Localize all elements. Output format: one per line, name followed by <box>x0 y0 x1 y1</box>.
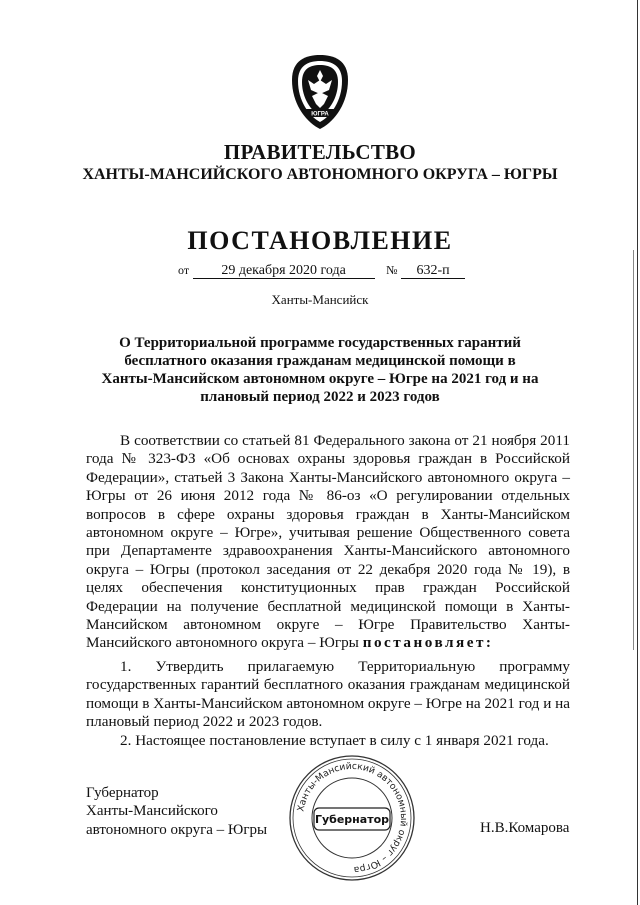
document-date: 29 декабря 2020 года <box>193 263 375 279</box>
official-seal <box>286 752 418 884</box>
seal-ring-path: Ханты-Мансийский автономный округ – Югра <box>295 760 410 876</box>
city: Ханты-Мансийск <box>271 292 369 307</box>
coat-of-arms-emblem <box>288 52 352 132</box>
document-title: О Территориальной программе государственных гарантий бесплатного оказания гражданам медицинской помощи в Ханты-Мансийском автономном округе – Югре на 2021 год и на плановый период 2022 и 2023 годов <box>101 335 539 405</box>
document-number: 632-п <box>401 263 465 279</box>
date-label: от <box>178 263 190 277</box>
position-line: Ханты-Мансийского <box>86 803 218 820</box>
seal-center-text: Губернатор <box>314 813 390 826</box>
scan-edge-line <box>633 250 634 650</box>
preamble-paragraph <box>86 432 570 653</box>
signatory-name: Н.В.Комарова <box>480 820 570 836</box>
position-line: Губернатор <box>86 785 159 801</box>
document-type: ПОСТАНОВЛЕНИЕ <box>187 226 453 255</box>
item-2: 2. Настоящее постановление вступает в силу с 1 января 2021 года. <box>120 732 549 749</box>
number-label: № <box>386 263 398 277</box>
resolves-text: постановляет: <box>362 634 494 652</box>
emblem-text: ЮГРА <box>311 111 329 118</box>
item-1: 1. Утвердить прилагаемую Территориальную программу государственных гарантий бесплатного оказания гражданам медицинской помощи в Ханты-Мансийском автономном округе – Югре на 2021 год и на плановый период 2022 и 2023 годов. <box>86 658 570 731</box>
org-name: ПРАВИТЕЛЬСТВО <box>223 140 417 164</box>
org-region: ХАНТЫ-МАНСИЙСКОГО АВТОНОМНОГО ОКРУГА – ЮГРЫ <box>82 166 558 183</box>
date-number-line <box>178 263 478 279</box>
position-line: автономного округа – Югры <box>86 821 268 838</box>
scan-edge-line <box>637 0 638 905</box>
preamble-text: В соответствии со статьей 81 Федерального закона от 21 ноября 2011 года № 323-ФЗ «Об основах охраны здоровья граждан в Российской Федерации», статьей 3 Закона Ханты-Мансийского автономного округа – Югры от 26 июня 2012 года № 86-оз «О регулировании отдельных вопросов в сфере охраны здоровья граждан в Ханты-Мансийском автономном округе – Югре», учитывая решение Общественного совета при Департаменте здравоохранения Ханты-Мансийского автономного округа – Югры (протокол заседания от 22 декабря 2020 года № 19), в целях обеспечения конституционных прав граждан Российской Федерации на получение бесплатной медицинской помощи в Ханты-Мансийском автономном округе – Югре Правительство Ханты-Мансийского автономного округа – Югры <box>86 432 570 652</box>
signatory-position <box>86 784 267 839</box>
